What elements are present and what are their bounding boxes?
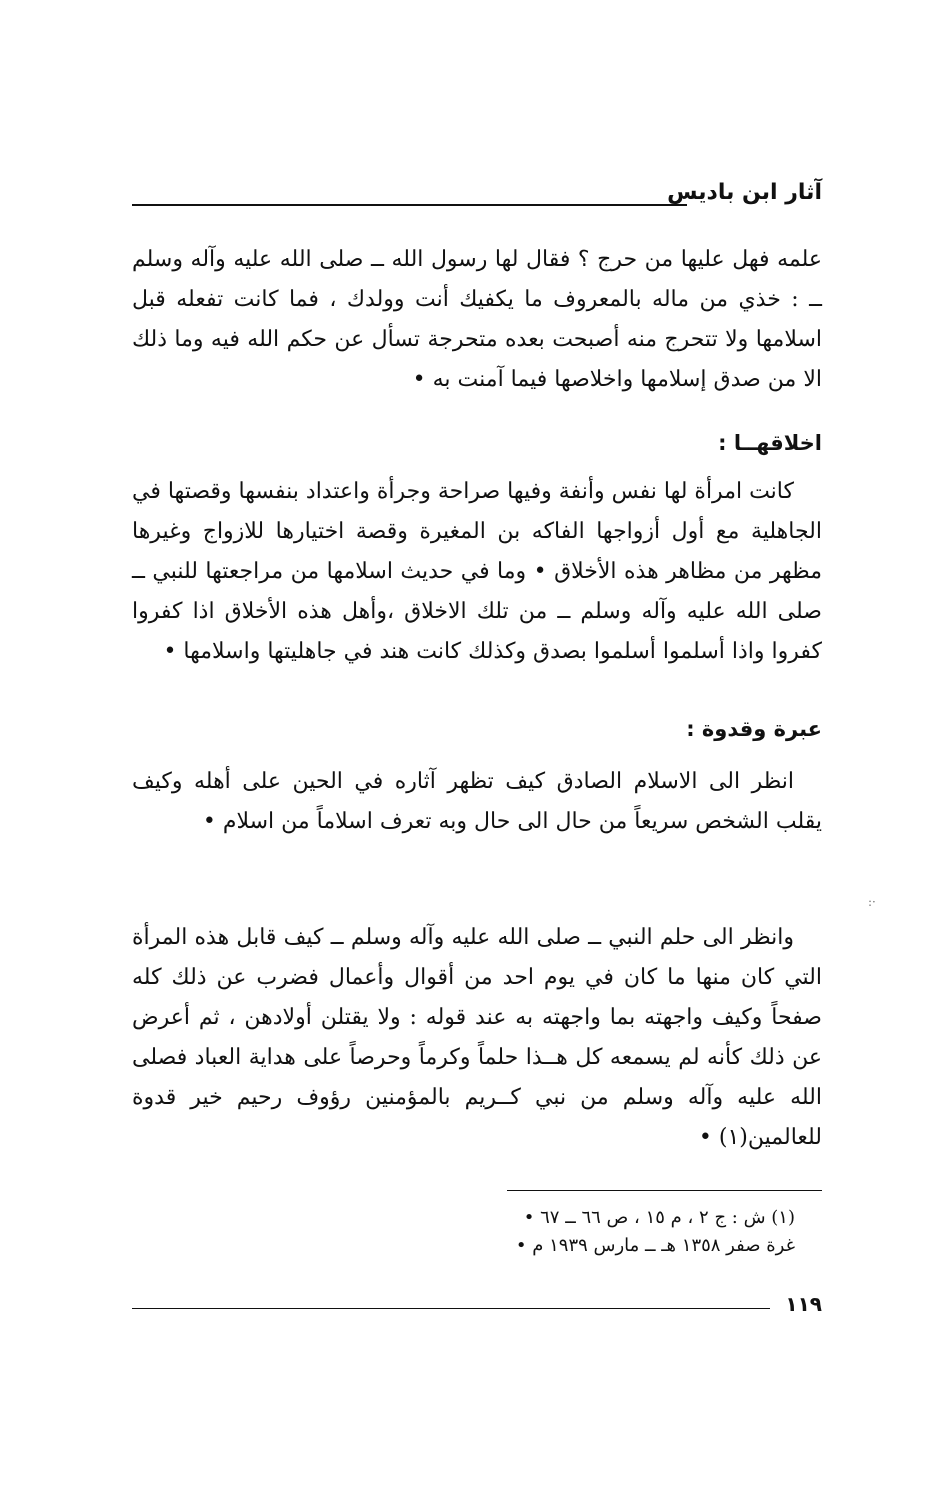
footnote-separator [507,1190,822,1191]
section-lesson-body-2 [132,918,822,1158]
section-heading-character: اخلاقهــا : [718,431,822,455]
footnote-line-1: (١) ش : ج ٢ ، م ١٥ ، ص ٦٦ ــ ٦٧ • [523,1207,795,1228]
footnote-line-2: غرة صفر ١٣٥٨ هـ ــ مارس ١٩٣٩ م • [515,1235,795,1256]
running-header [132,178,822,212]
page-footer [132,1292,822,1322]
lesson-paragraph-2: وانظر الى حلم النبي ــ صلى الله عليه وآله وسلم ــ كيف قابل هذه المرأة التي كان منها ما كان في يوم احد من أقوال وأعمال فضرب عن ذلك كله صفحاً وكيف واجهته بما واجهته به عند قوله : ولا يقتلن أولادهن ، ثم أعرض عن ذلك كأنه لم يسمعه كل هــذا حلماً وكرماً وحرصاً على هداية العباد فصلى الله عليه وآله وسلم من نبي كــريم بالمؤمنين رؤوف رحيم خير قدوة للعالمين(١) • [132,925,822,1150]
section-character-body [132,472,822,672]
intro-paragraph-block [132,240,822,400]
section-heading-lesson: عبرة وقدوة : [686,717,822,741]
footnotes [345,1204,795,1260]
header-title: آثار ابن باديس [667,180,822,205]
character-paragraph: كانت امرأة لها نفس وأنفة وفيها صراحة وجرأة واعتداد بنفسها وقصتها في الجاهلية مع أول أزواجها الفاكه بن المغيرة وقصة اختيارها للازواج وغيرها مظهر من مظاهر هذه الأخلاق • وما في حديث اسلامها من مراجعتها للنبي ــ صلى الله عليه وآله وسلم ــ من تلك الاخلاق ،وأهل هذه الأخلاق اذا كفروا كفروا واذا أسلموا أسلموا بصدق وكذلك كانت هند في جاهليتها واسلامها • [132,479,822,664]
footer-rule [132,1308,770,1309]
page-number: ١١٩ [785,1292,822,1316]
scan-speck: ·: [868,895,876,909]
section-lesson-body [132,762,822,842]
header-rule [132,204,687,206]
intro-paragraph: علمه فهل عليها من حرج ؟ فقال لها رسول الله ــ صلى الله عليه وآله وسلم ــ : خذي من ماله بالمعروف ما يكفيك أنت وولدك ، فما كانت تفعله قبل اسلامها ولا تتحرج منه أصبحت بعده متحرجة تسأل عن حكم الله فيه وما ذلك الا من صدق إسلامها واخلاصها فيما آمنت به • [132,247,822,392]
lesson-paragraph-1: انظر الى الاسلام الصادق كيف تظهر آثاره في الحين على أهله وكيف يقلب الشخص سريعاً من حال الى حال وبه تعرف اسلاماً من اسلام • [132,769,822,834]
